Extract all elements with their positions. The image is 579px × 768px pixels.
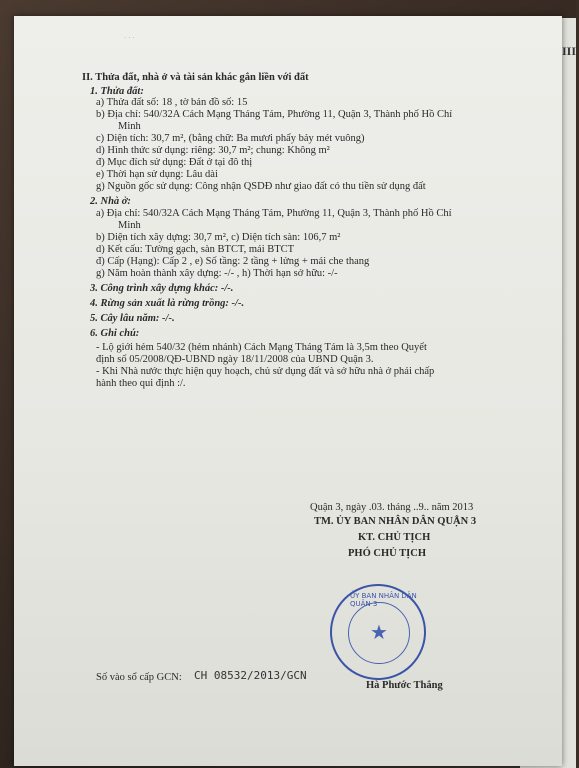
faint-mark: · · · [124, 34, 135, 42]
other-works: 3. Công trình xây dựng khác: -/-. [90, 283, 234, 294]
signing-date: Quận 3, ngày .03. tháng ..9.. năm 2013 [310, 502, 474, 513]
registry-label: Số vào sổ cấp GCN: [96, 672, 182, 683]
land-area: c) Diện tích: 30,7 m², (bằng chữ: Ba mươi phẩy bảy mét vuông) [96, 133, 365, 144]
signing-role: PHÓ CHỦ TỊCH [348, 548, 426, 559]
note-1b: định số 05/2008/QĐ-UBND ngày 18/11/2008 của UBND Quận 3. [96, 354, 374, 365]
note-2a: - Khi Nhà nước thực hiện quy hoạch, chủ sử dụng đất và sở hữu nhà ở phải chấp [96, 366, 435, 377]
perennial-trees: 5. Cây lâu năm: -/-. [90, 313, 175, 324]
registry-value: CH 08532/2013/GCN [194, 669, 307, 682]
production-forest: 4. Rừng sản xuất là rừng trồng: -/-. [90, 298, 245, 309]
section-title: II. Thửa đất, nhà ở và tài sản khác gắn liền với đất [82, 72, 309, 83]
land-purpose: đ) Mục đích sử dụng: Đất ở tại đô thị [96, 157, 253, 168]
house-area: b) Diện tích xây dựng: 30,7 m², c) Diện tích sàn: 106,7 m² [96, 232, 341, 243]
land-heading: 1. Thửa đất: [90, 86, 144, 97]
land-origin: g) Nguồn gốc sử dụng: Công nhận QSDĐ như giao đất có thu tiền sử dụng đất [96, 181, 426, 192]
back-sheet-mark: III. [562, 44, 579, 58]
notes-heading: 6. Ghi chú: [90, 328, 140, 339]
seal-star-icon: ★ [370, 622, 388, 644]
house-address-2: Minh [118, 220, 141, 231]
land-parcel-number: a) Thửa đất số: 18 , tờ bản đồ số: 15 [96, 97, 248, 108]
land-usage-form: d) Hình thức sử dụng: riêng: 30,7 m²; chung: Không m² [96, 145, 330, 156]
house-completion: g) Năm hoàn thành xây dựng: -/- , h) Thời hạn sở hữu: -/- [96, 268, 338, 279]
signing-kt: KT. CHỦ TỊCH [358, 532, 431, 543]
land-term: e) Thời hạn sử dụng: Lâu dài [96, 169, 218, 180]
note-2b: hành theo qui định :/. [96, 378, 186, 389]
seal-text: ỦY BAN NHÂN DÂN QUẬN 3 [350, 592, 417, 608]
land-address-1: b) Địa chỉ: 540/32A Cách Mạng Tháng Tám, Phường 11, Quận 3, Thành phố Hồ Chí [96, 109, 453, 120]
house-heading: 2. Nhà ở: [90, 196, 131, 207]
house-address-1: a) Địa chỉ: 540/32A Cách Mạng Tháng Tám, Phường 11, Quận 3, Thành phố Hồ Chí [96, 208, 452, 219]
note-1a: - Lộ giới hẻm 540/32 (hẻm nhánh) Cách Mạng Tháng Tám là 3,5m theo Quyết [96, 342, 427, 353]
signing-org: TM. ỦY BAN NHÂN DÂN QUẬN 3 [314, 516, 477, 527]
official-seal [330, 584, 426, 680]
house-structure: d) Kết cấu: Tường gạch, sàn BTCT, mái BTCT [96, 244, 295, 255]
house-grade: đ) Cấp (Hạng): Cấp 2 , e) Số tầng: 2 tầng + lửng + mái che thang [96, 256, 370, 267]
signer-name: Hà Phước Thắng [366, 680, 443, 691]
certificate-page [14, 16, 562, 766]
land-address-2: Minh [118, 121, 141, 132]
